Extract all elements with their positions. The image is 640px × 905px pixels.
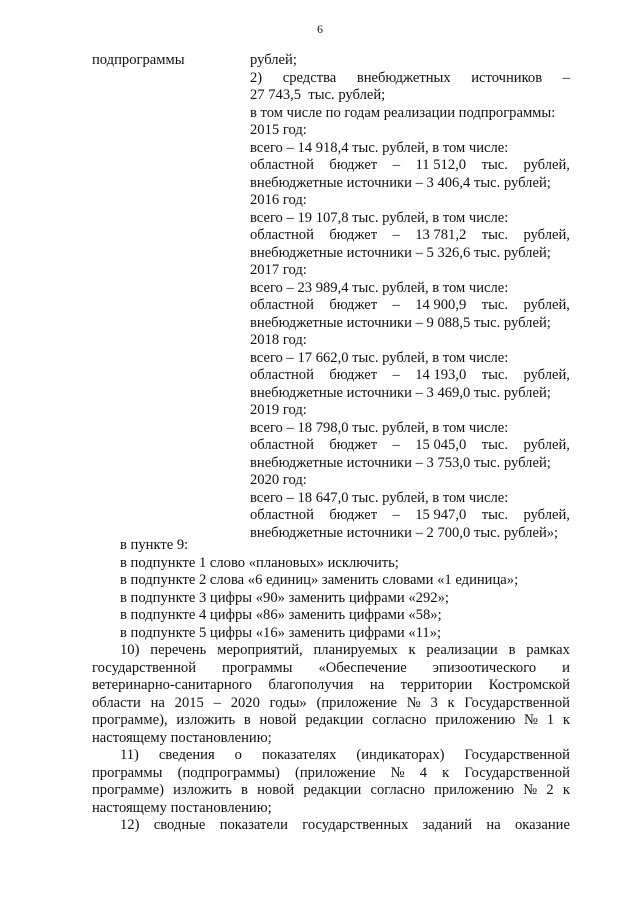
justified-line — [92, 782, 570, 799]
word: – — [392, 297, 400, 313]
word: сводные — [153, 817, 206, 833]
word: реализации — [426, 642, 498, 658]
justified-line — [250, 437, 570, 454]
word: на — [369, 677, 385, 693]
left-column-label: подпрограммы — [92, 52, 185, 68]
word: областной — [250, 227, 314, 243]
justified-line — [120, 817, 570, 834]
word: 14 900,9 — [415, 297, 467, 313]
word: к — [408, 642, 416, 658]
text-line: всего – 18 647,0 тыс. рублей, в том числе: — [250, 489, 509, 506]
word: Костромской — [488, 677, 570, 693]
word: 13 781,2 — [415, 227, 467, 243]
word: к — [562, 712, 570, 728]
word: программе) — [92, 782, 164, 798]
text-line: в подпункте 2 слова «6 единиц» заменить словами «1 единица»; — [120, 572, 519, 588]
justified-line — [92, 712, 570, 729]
word: в — [241, 782, 248, 798]
text-line: внебюджетные источники – 9 088,5 тыс. рублей; — [250, 314, 551, 331]
text-line: в подпункте 3 цифры «90» заменить цифрами «292»; — [120, 589, 449, 606]
text-line: 2016 год: — [250, 192, 307, 208]
word: бюджет — [329, 367, 378, 383]
word: 3 — [430, 694, 438, 711]
word: в — [243, 712, 251, 728]
justified-line — [120, 747, 570, 764]
word: (приложение — [316, 694, 397, 711]
word: программе), — [92, 712, 168, 728]
word: областной — [250, 297, 314, 313]
word: тыс. — [481, 157, 508, 173]
word: 15 045,0 — [415, 437, 467, 453]
word: Государственной — [464, 694, 570, 711]
word: 11 512,0 — [415, 157, 467, 173]
word: 2) — [250, 69, 263, 86]
word: рублей, — [523, 157, 570, 173]
word: бюджет — [329, 227, 378, 243]
text-line: в подпункте 1 слово «плановых» исключить; — [120, 554, 399, 571]
text-line: внебюджетные источники – 5 326,6 тыс. рублей; — [250, 244, 551, 261]
word: (индикаторах) — [356, 747, 445, 763]
word: новой — [257, 782, 295, 798]
word: бюджет — [329, 157, 378, 173]
word: 4 — [419, 764, 427, 781]
word: – — [392, 227, 400, 243]
text-line: 2020 год: — [250, 472, 307, 488]
text-line: в подпункте 4 цифры «86» заменить цифрами «58»; — [120, 607, 442, 623]
word: области — [92, 694, 141, 711]
text-line: внебюджетные источники – 3 406,4 тыс. рублей; — [250, 174, 551, 191]
text-line: всего – 17 662,0 тыс. рублей, в том числе: — [250, 349, 509, 366]
word: оказание — [514, 817, 570, 833]
word: на — [486, 817, 501, 833]
word: тыс. — [481, 507, 509, 523]
word: бюджет — [329, 507, 378, 523]
text-line: настоящему постановлению; — [92, 729, 272, 746]
text-line: внебюджетные источники – 3 753,0 тыс. рублей; — [250, 454, 551, 471]
word: к — [562, 782, 570, 798]
word: тыс. — [481, 297, 509, 313]
word: к — [447, 694, 455, 711]
text-line: всего – 14 918,4 тыс. рублей, в том числе: — [250, 139, 509, 156]
text-line: всего – 23 989,4 тыс. рублей, в том числе: — [250, 279, 509, 296]
word: к — [442, 764, 450, 781]
word: рублей, — [523, 437, 570, 453]
word: – — [562, 69, 570, 86]
word: редакции — [305, 712, 364, 728]
word: бюджет — [329, 437, 378, 453]
word: государственной — [92, 659, 197, 676]
word: мероприятий, — [217, 642, 303, 658]
word: областной — [250, 437, 314, 453]
word: внебюджетных — [356, 69, 451, 86]
word: перечень — [150, 642, 207, 658]
word: рамках — [526, 642, 570, 658]
word: «Обеспечение — [318, 659, 407, 676]
text-line: рублей; — [250, 52, 297, 68]
word: Государственной — [464, 764, 570, 781]
word: № — [524, 712, 538, 728]
justified-line — [92, 677, 570, 694]
justified-line — [92, 660, 570, 677]
word: 2 — [546, 782, 554, 798]
word: планируемых — [313, 642, 398, 658]
text-line: в том числе по годам реализации подпрограммы: — [250, 104, 556, 121]
word: о — [234, 747, 242, 763]
word: эпизоотического — [432, 659, 537, 676]
word: изложить — [176, 712, 236, 728]
word: показатели — [219, 817, 288, 833]
word: рублей, — [523, 367, 570, 383]
word: № — [406, 694, 421, 711]
word: областной — [250, 507, 314, 523]
justified-line — [120, 642, 570, 659]
word: благополучия — [268, 677, 354, 693]
word: изложить — [173, 782, 232, 798]
word: бюджет — [329, 297, 378, 313]
word: заданий — [422, 817, 473, 833]
justified-line — [92, 695, 570, 712]
word: согласно — [370, 782, 425, 798]
justified-line — [250, 227, 570, 244]
justified-line — [92, 765, 570, 782]
word: источников — [471, 69, 543, 86]
word: 1 — [546, 712, 555, 728]
word: областной — [250, 367, 314, 383]
word: 2015 — [174, 694, 204, 711]
text-line: 27 743,5 тыс. рублей; — [250, 87, 386, 103]
text-line: в подпункте 5 цифры «16» заменить цифрами «11»; — [120, 624, 442, 641]
word: Государственной — [464, 747, 570, 763]
page-number: 6 — [317, 22, 323, 36]
word: № — [390, 764, 405, 781]
word: 14 193,0 — [415, 367, 467, 383]
word: государственных — [302, 817, 409, 833]
word: – — [213, 694, 221, 711]
word: (приложение — [295, 764, 376, 781]
word: 12) — [120, 817, 140, 833]
text-line: 2017 год: — [250, 262, 307, 278]
word: 15 947,0 — [415, 507, 467, 523]
text-line: 2019 год: — [250, 402, 307, 418]
text-line: в пункте 9: — [120, 537, 189, 553]
word: приложению — [434, 782, 515, 798]
word: редакции — [303, 782, 362, 798]
word: территории — [400, 677, 473, 693]
word: 10) — [120, 642, 140, 658]
word: тыс. — [481, 367, 509, 383]
word: сведения — [158, 747, 215, 763]
word: ветеринарно-санитарного — [92, 677, 252, 693]
word: рублей, — [523, 507, 570, 523]
text-line: 2015 год: — [250, 122, 307, 138]
text-line: всего – 18 798,0 тыс. рублей, в том числе: — [250, 419, 509, 436]
word: № — [523, 782, 538, 798]
word: (подпрограммы) — [177, 764, 280, 781]
word: 2020 — [230, 694, 260, 711]
word: областной — [250, 157, 314, 173]
word: новой — [259, 712, 297, 728]
word: годы» — [269, 694, 307, 711]
word: тыс. — [481, 227, 509, 243]
justified-line — [250, 507, 570, 524]
word: – — [392, 367, 400, 383]
justified-line — [250, 70, 570, 87]
justified-line — [250, 297, 570, 314]
word: тыс. — [481, 437, 509, 453]
text-line: внебюджетные источники – 3 469,0 тыс. рублей; — [250, 384, 551, 401]
word: – — [392, 157, 401, 173]
word: программы — [222, 659, 293, 676]
word: программы — [92, 764, 163, 781]
word: 11) — [120, 747, 139, 763]
justified-line — [250, 367, 570, 384]
text-line: настоящему постановлению; — [92, 799, 272, 816]
word: в — [508, 642, 516, 658]
word: на — [150, 694, 165, 711]
word: согласно — [372, 712, 427, 728]
justified-line — [250, 157, 570, 174]
word: показателях — [261, 747, 337, 763]
word: – — [392, 507, 400, 523]
word: средства — [282, 69, 337, 86]
text-line: 2018 год: — [250, 332, 307, 348]
word: рублей, — [523, 297, 570, 313]
word: приложению — [435, 712, 516, 728]
word: и — [562, 659, 570, 676]
word: – — [392, 437, 400, 453]
text-line: внебюджетные источники – 2 700,0 тыс. рублей»; — [250, 524, 559, 541]
word: рублей, — [523, 227, 570, 243]
text-line: всего – 19 107,8 тыс. рублей, в том числе: — [250, 209, 509, 226]
